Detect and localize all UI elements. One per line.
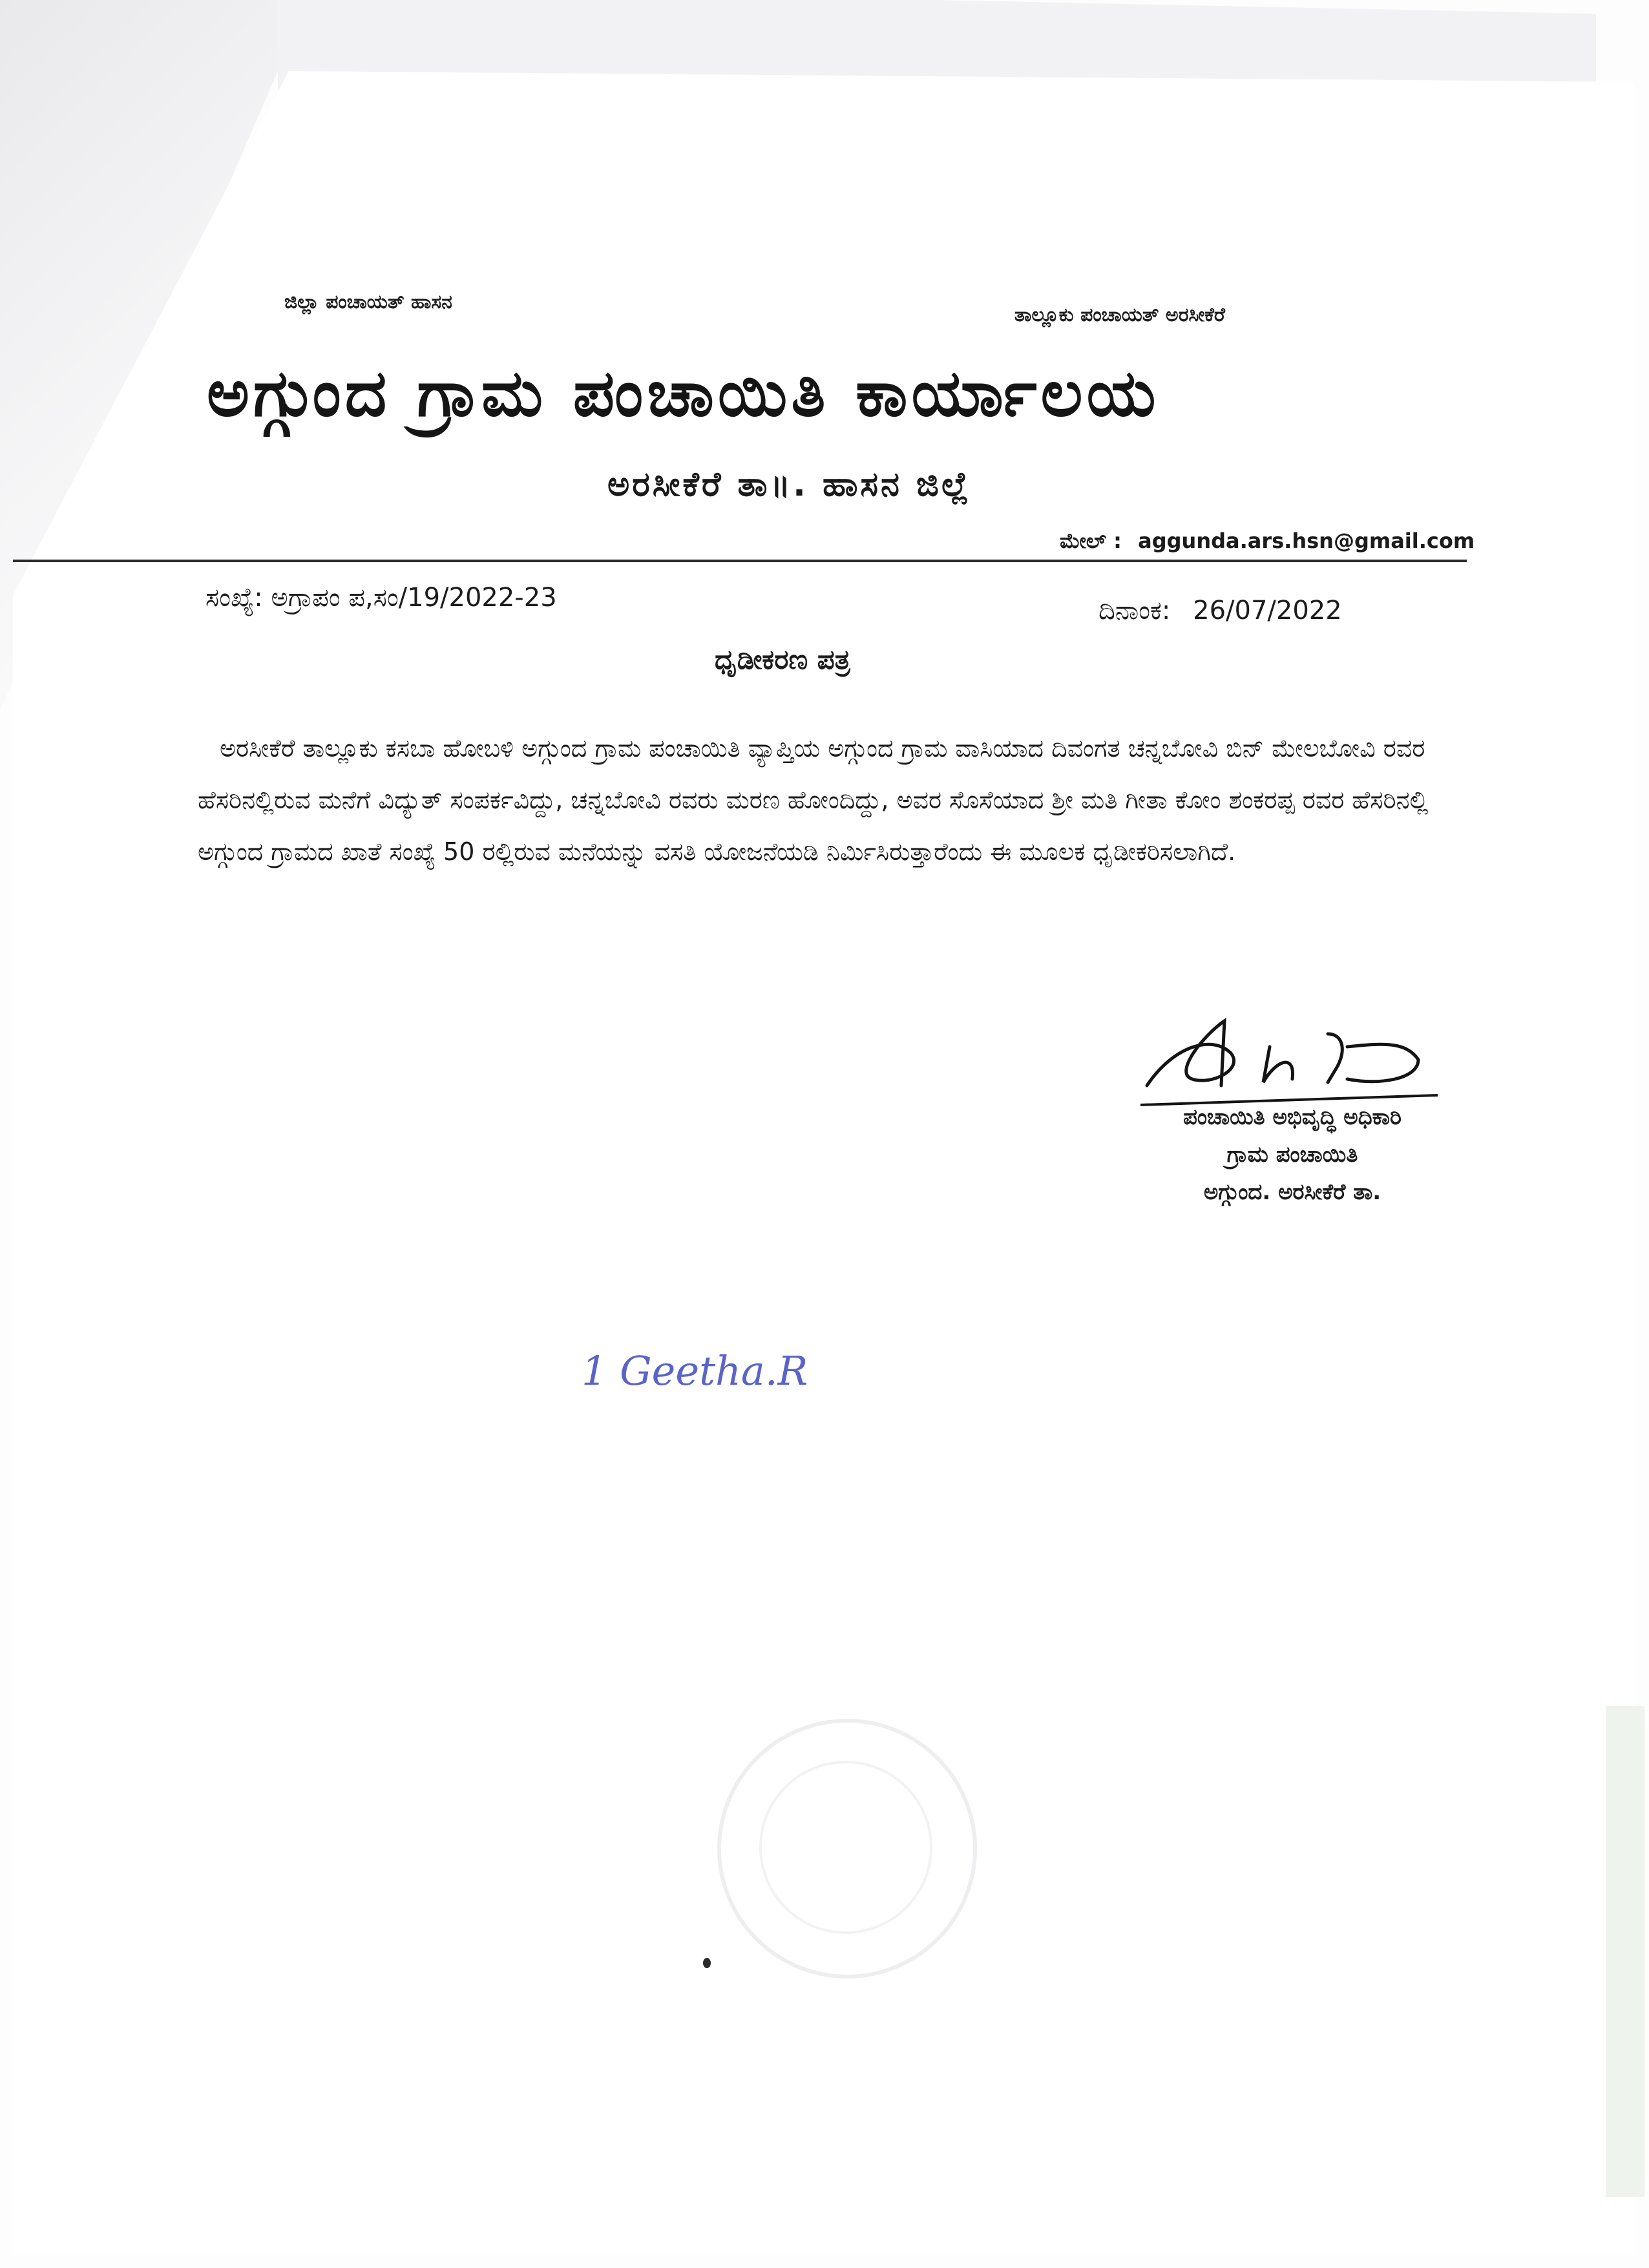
signatory-location: ಅಗ್ಗುಂದ. ಅರಸೀಕೆರೆ ತಾ. (1203, 1179, 1381, 1205)
faint-stamp-inner-ring (759, 1761, 932, 1934)
office-subtitle: ಅರಸೀಕೆರೆ ತಾ॥. ಹಾಸನ ಜಿಲ್ಲೆ (607, 465, 971, 504)
letterhead-rule (13, 560, 1467, 562)
reference-number: ಸಂಖ್ಯೆ: ಅಗ್ರಾಪಂ ಪ,ಸಂ/19/2022-23 (205, 583, 557, 613)
date-value: 26/07/2022 (1193, 596, 1342, 625)
date-row (1098, 596, 1342, 625)
taluk-panchayat-label: ತಾಲ್ಲೂಕು ಪಂಚಾಯತ್ ಅರಸೀಕೆರೆ (1014, 304, 1225, 326)
scan-speck (703, 1958, 711, 1968)
signature-mark (1134, 1008, 1444, 1111)
office-title: ಅಗ್ಗುಂದ ಗ್ರಾಮ ಪಂಚಾಯಿತಿ ಕಾರ್ಯಾಲಯ (207, 355, 1160, 431)
signatory-designation: ಪಂಚಾಯಿತಿ ಅಭಿವೃದ್ಧಿ ಅಧಿಕಾರಿ (1183, 1104, 1402, 1130)
email-address: aggunda.ars.hsn@gmail.com (1138, 529, 1475, 553)
signatory-block (1124, 1098, 1460, 1211)
date-label: ದಿನಾಂಕ: (1098, 596, 1171, 625)
sheet-edge-strip (1606, 1706, 1644, 2197)
handwritten-name-note: 1 Geetha.R (582, 1347, 808, 1394)
document-title: ಧೃಡೀಕರಣ ಪತ್ರ (715, 644, 850, 675)
email-row (1060, 529, 1475, 554)
email-label: ಮೇಲ್ : (1060, 529, 1122, 553)
district-panchayat-label: ಜಿಲ್ಲಾ ಪಂಚಾಯತ್ ಹಾಸನ (284, 291, 452, 313)
signatory-office: ಗ್ರಾಮ ಪಂಚಾಯಿತಿ (1226, 1142, 1358, 1168)
certificate-body: ಅರಸೀಕೆರೆ ತಾಲ್ಲೂಕು ಕಸಬಾ ಹೋಬಳಿ ಅಗ್ಗುಂದ ಗ್ರಾಮ ಪಂಚಾಯಿತಿ ವ್ಯಾಪ್ತಿಯ ಅಗ್ಗುಂದ ಗ್ರಾಮ ವಾಸಿಯಾದ ದಿವಂಗತ ಚನ್ನಬೋವಿ ಬಿನ್ ಮೇಲಬೋವಿ ರವರ ಹೆಸರಿನಲ್ಲಿರುವ ಮನೆಗೆ ವಿದ್ಯುತ್ ಸಂಪರ್ಕವಿದ್ದು, ಚನ್ನಬೋವಿ ರವರು ಮರಣ ಹೋಂದಿದ್ದು, ಅವರ ಸೊಸೆಯಾದ ಶ್ರೀ ಮತಿ ಗೀತಾ ಕೋಂ ಶಂಕರಪ್ಪ ರವರ ಹೆಸರಿನಲ್ಲಿ ಅಗ್ಗುಂದ ಗ್ರಾಮದ ಖಾತೆ ಸಂಖ್ಯೆ 50 ರಲ್ಲಿರುವ ಮನೆಯನ್ನು ವಸತಿ ಯೋಜನೆಯಡಿ ನಿರ್ಮಿಸಿರುತ್ತಾರೆಂದು ಈ ಮೂಲಕ ಧೃಡೀಕರಿಸಲಾಗಿದೆ. (198, 734, 1429, 866)
